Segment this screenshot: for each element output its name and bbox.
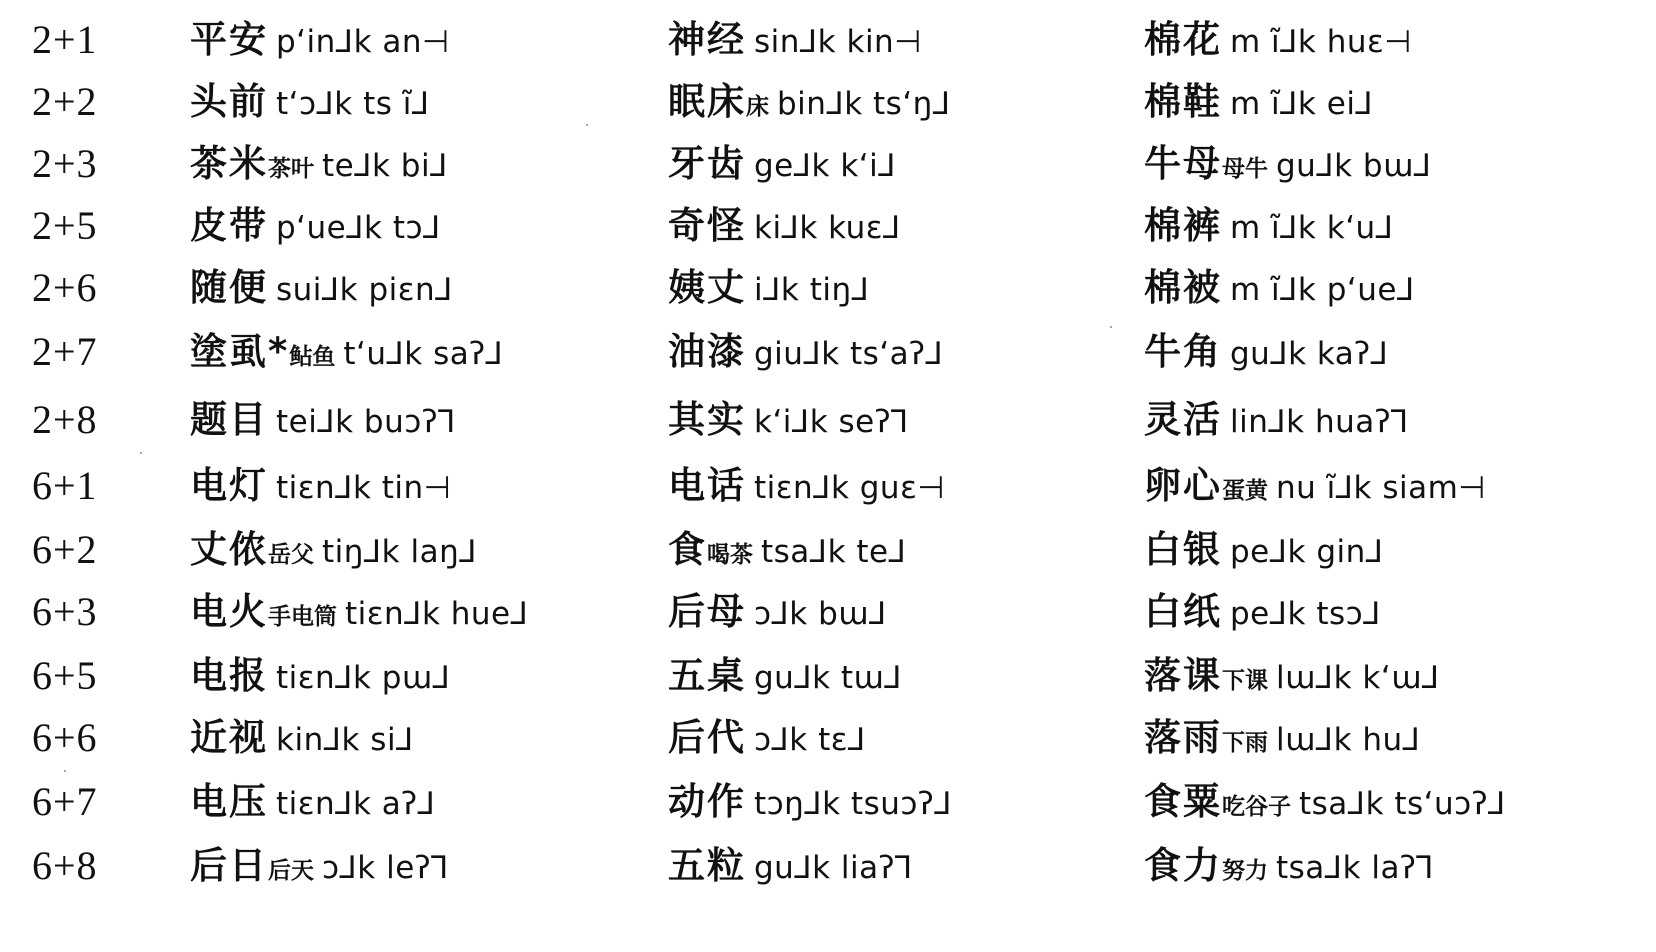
chinese-word: 皮带 (190, 204, 268, 247)
phonetic-transcription: ɔ⅃k tɛ⅃ (754, 722, 866, 758)
scan-speck (64, 770, 66, 772)
table-row (0, 708, 1656, 768)
word-entry (190, 456, 451, 523)
phonetic-transcription: sin⅃k kin⊣ (754, 24, 922, 60)
chinese-word: 白银 (1144, 528, 1222, 571)
chinese-word: 食粟 (1144, 780, 1222, 823)
phonetic-transcription: bin⅃k tsʻŋ⅃ (777, 86, 951, 122)
word-entry (1144, 582, 1381, 649)
word-entry (190, 582, 528, 649)
chinese-word: 近视 (190, 716, 268, 759)
phonetic-transcription: tiɛn⅃k guɛ⊣ (754, 470, 945, 506)
phonetic-transcription: tsa⅃k te⅃ (761, 534, 907, 570)
chinese-word: 后代 (668, 716, 746, 759)
chinese-word: 随便 (190, 266, 268, 309)
table-row (0, 836, 1656, 896)
word-entry (1144, 520, 1384, 587)
word-gloss: 鲇鱼 (289, 344, 336, 370)
word-gloss: 床 (746, 94, 769, 120)
chinese-word: 茶米 (190, 142, 268, 185)
phonetic-transcription: te⅃k bi⅃ (322, 148, 448, 184)
tone-combination-label: 6+6 (32, 715, 98, 760)
phonetic-transcription: tiɛn⅃k pɯ⅃ (276, 660, 451, 696)
word-gloss: 后天 (268, 858, 314, 884)
word-entry (1144, 708, 1420, 775)
tone-combination-label: 2+5 (32, 203, 98, 248)
phonetic-transcription: pe⅃k tsɔ⅃ (1230, 596, 1381, 632)
phonetic-transcription: gu⅃k liaʔ⅂ (754, 850, 913, 886)
word-entry (1144, 456, 1486, 523)
table-row (0, 520, 1656, 580)
chinese-word: 后母 (668, 590, 746, 633)
phonetic-transcription: pe⅃k gin⅃ (1230, 534, 1384, 570)
phonetic-transcription: i⅃k tiŋ⅃ (754, 272, 870, 308)
tone-combination-label: 2+1 (32, 17, 98, 62)
phonetic-transcription: m ĩ⅃k ei⅃ (1230, 86, 1374, 122)
chinese-word: 棉被 (1144, 266, 1222, 309)
word-gloss: 茶叶 (268, 156, 314, 182)
chinese-word: 白纸 (1144, 590, 1222, 633)
chinese-word: 塗虱* (190, 330, 290, 373)
word-entry (1144, 646, 1440, 713)
tone-combination-label: 2+7 (32, 329, 98, 374)
phonetic-transcription: ɔ⅃k bɯ⅃ (754, 596, 887, 632)
chinese-word: 落课 (1144, 654, 1222, 697)
word-entry (668, 10, 922, 77)
phonetic-transcription: tɔŋ⅃k tsuɔʔ⅃ (754, 786, 952, 822)
scan-speck (140, 452, 142, 454)
phonetic-transcription: tiŋ⅃k laŋ⅃ (322, 534, 478, 570)
chinese-word: 牛角 (1144, 330, 1222, 373)
chinese-word: 棉鞋 (1144, 80, 1222, 123)
word-entry (190, 772, 435, 839)
table-row (0, 772, 1656, 832)
word-entry (668, 772, 952, 839)
phonetic-transcription: sui⅃k piɛn⅃ (276, 272, 453, 308)
word-gloss: 岳父 (268, 542, 314, 568)
chinese-word: 电灯 (190, 464, 268, 507)
word-gloss: 手电筒 (268, 604, 337, 630)
phonetic-transcription: ki⅃k kuɛ⅃ (754, 210, 901, 246)
word-gloss: 母牛 (1222, 156, 1268, 182)
word-entry (190, 72, 430, 139)
word-entry (668, 456, 945, 523)
chinese-word: 电报 (190, 654, 268, 697)
tone-combination-label: 2+2 (32, 79, 98, 124)
word-entry (668, 390, 909, 457)
word-entry (668, 196, 901, 263)
phonetic-transcription: m ĩ⅃k huɛ⊣ (1230, 24, 1412, 60)
tone-combination-label: 6+2 (32, 527, 98, 572)
word-gloss: 下雨 (1222, 730, 1268, 756)
tone-combination-label: 2+3 (32, 141, 98, 186)
word-entry (1144, 134, 1432, 201)
chinese-word: 后日 (190, 844, 268, 887)
chinese-word: 题目 (190, 398, 268, 441)
word-entry (668, 582, 887, 649)
table-row (0, 390, 1656, 450)
word-entry (668, 72, 951, 139)
chinese-word: 食 (668, 528, 707, 571)
phonetic-transcription: nu ĩ⅃k siam⊣ (1276, 470, 1486, 506)
word-entry (190, 390, 456, 457)
phonetic-transcription: lin⅃k huaʔ⅂ (1230, 404, 1409, 440)
word-entry (1144, 10, 1412, 77)
word-entry (190, 520, 477, 587)
word-entry (1144, 390, 1409, 457)
phonetic-transcription: gu⅃k tɯ⅃ (754, 660, 903, 696)
chinese-word: 牙齿 (668, 142, 746, 185)
phonetic-transcription: kʻi⅃k seʔ⅂ (754, 404, 909, 440)
tone-combination-label: 6+3 (32, 589, 98, 634)
word-entry (1144, 258, 1415, 325)
table-row (0, 134, 1656, 194)
chinese-word: 卵心 (1144, 464, 1222, 507)
chinese-word: 牛母 (1144, 142, 1222, 185)
chinese-word: 食力 (1144, 844, 1222, 887)
phonetic-transcription: tʻɔ⅃k ts ĩ⅃ (276, 86, 430, 122)
phonetic-transcription: m ĩ⅃k pʻue⅃ (1230, 272, 1415, 308)
chinese-word: 奇怪 (668, 204, 746, 247)
phonetic-transcription: gu⅃k bɯ⅃ (1276, 148, 1432, 184)
chinese-word: 电话 (668, 464, 746, 507)
phonetic-transcription: gu⅃k kaʔ⅃ (1230, 336, 1389, 372)
phonetic-transcription: lɯ⅃k kʻɯ⅃ (1276, 660, 1440, 696)
word-entry (668, 520, 906, 587)
table-row (0, 582, 1656, 642)
word-gloss: 努力 (1222, 858, 1268, 884)
phonetic-transcription: tsa⅃k laʔ⅂ (1276, 850, 1435, 886)
word-entry (1144, 72, 1373, 139)
word-entry (190, 196, 441, 263)
phonetic-transcription: pʻue⅃k tɔ⅃ (276, 210, 441, 246)
word-entry (668, 134, 896, 201)
table-row (0, 10, 1656, 70)
phonetic-transcription: tiɛn⅃k tin⊣ (276, 470, 452, 506)
word-gloss: 喝茶 (707, 542, 753, 568)
phonetic-transcription: tiɛn⅃k hue⅃ (345, 596, 529, 632)
chinese-word: 姨丈 (668, 266, 746, 309)
phonetic-transcription: ɔ⅃k leʔ⅂ (322, 850, 449, 886)
phonetic-transcription: tʻu⅃k saʔ⅃ (343, 336, 504, 372)
table-row (0, 456, 1656, 516)
word-entry (190, 836, 449, 903)
phonetic-transcription: tei⅃k buɔʔ⅂ (276, 404, 456, 440)
tone-combination-label: 2+6 (32, 265, 98, 310)
word-entry (668, 322, 943, 389)
chinese-word: 丈侬 (190, 528, 268, 571)
word-entry (1144, 196, 1393, 263)
scan-speck (586, 124, 588, 126)
table-row (0, 72, 1656, 132)
table-row (0, 322, 1656, 382)
word-entry (668, 646, 902, 713)
chinese-word: 油漆 (668, 330, 746, 373)
word-entry (668, 708, 866, 775)
word-entry (1144, 836, 1434, 903)
chinese-word: 五粒 (668, 844, 746, 887)
word-entry (190, 708, 414, 775)
chinese-word: 电压 (190, 780, 268, 823)
tone-combination-label: 6+1 (32, 463, 98, 508)
chinese-word: 眠床 (668, 80, 746, 123)
phonetic-transcription: m ĩ⅃k kʻu⅃ (1230, 210, 1394, 246)
phonetic-transcription: tsa⅃k tsʻuɔʔ⅃ (1299, 786, 1506, 822)
phonetic-transcription: giu⅃k tsʻaʔ⅃ (754, 336, 944, 372)
tone-combination-label: 6+7 (32, 779, 98, 824)
tone-combination-label: 6+8 (32, 843, 98, 888)
word-entry (190, 258, 453, 325)
table-row (0, 646, 1656, 706)
table-row (0, 258, 1656, 318)
chinese-word: 五桌 (668, 654, 746, 697)
chinese-word: 棉裤 (1144, 204, 1222, 247)
chinese-word: 平安 (190, 18, 268, 61)
word-entry (190, 134, 448, 201)
chinese-word: 灵活 (1144, 398, 1222, 441)
word-entry (190, 10, 450, 77)
word-entry (1144, 772, 1506, 839)
phonetic-transcription: ge⅃k kʻi⅃ (754, 148, 897, 184)
word-gloss: 蛋黄 (1222, 478, 1268, 504)
chinese-word: 棉花 (1144, 18, 1222, 61)
phonetic-transcription: tiɛn⅃k aʔ⅃ (276, 786, 436, 822)
scan-speck (1110, 326, 1112, 328)
word-entry (190, 646, 450, 713)
word-gloss: 吃谷子 (1222, 794, 1291, 820)
word-entry (1144, 322, 1388, 389)
word-entry (668, 836, 913, 903)
chinese-word: 落雨 (1144, 716, 1222, 759)
word-gloss: 下课 (1222, 668, 1268, 694)
phonetic-transcription: lɯ⅃k hu⅃ (1276, 722, 1421, 758)
chinese-word: 电火 (190, 590, 268, 633)
table-row (0, 196, 1656, 256)
phonetic-transcription: pʻin⅃k an⊣ (276, 24, 450, 60)
phonetic-transcription: kin⅃k si⅃ (276, 722, 414, 758)
tone-combination-label: 2+8 (32, 397, 98, 442)
chinese-word: 头前 (190, 80, 268, 123)
word-entry (668, 258, 869, 325)
chinese-word: 动作 (668, 780, 746, 823)
word-entry (190, 322, 503, 389)
tone-combination-label: 6+5 (32, 653, 98, 698)
chinese-word: 神经 (668, 18, 746, 61)
chinese-word: 其实 (668, 398, 746, 441)
